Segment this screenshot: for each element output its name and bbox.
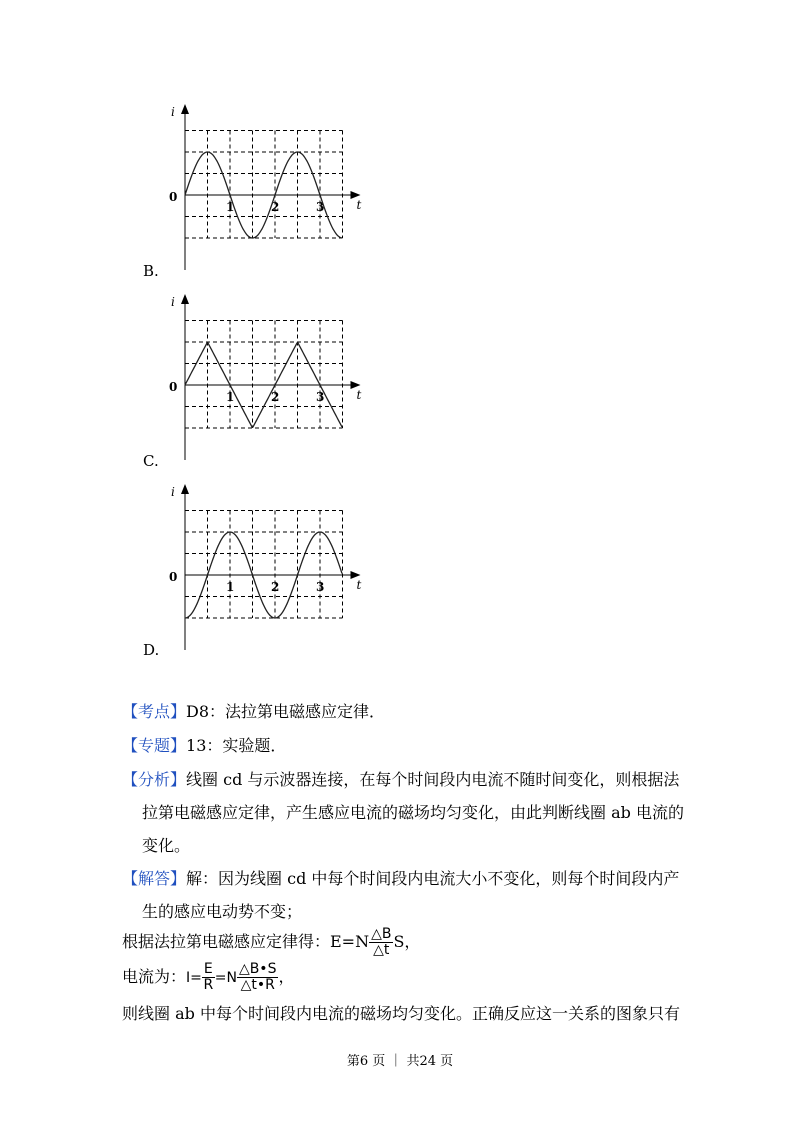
fraction-e: E <box>203 961 213 977</box>
formula-current-eq: =N <box>214 970 237 986</box>
x-axis-label: t <box>356 198 362 212</box>
tick-label-2: 2 <box>271 580 280 594</box>
fraction-den: △t <box>373 942 390 958</box>
fenxi-tag: 【分析】 <box>122 770 187 789</box>
graph-c-svg <box>150 290 380 465</box>
formula-emf <box>122 925 420 959</box>
jieda-line-2: 生的感应电动势不变； <box>142 902 303 921</box>
y-axis-label: i <box>171 485 175 499</box>
formula-current <box>122 960 294 995</box>
kaodian-text: D8：法拉第电磁感应定律． <box>186 702 386 721</box>
fenxi-line-1 <box>122 770 679 790</box>
graph-b-svg <box>150 100 380 275</box>
x-axis-label: t <box>356 388 362 402</box>
formula-emf-suffix: S， <box>393 932 421 951</box>
fraction-e-r <box>202 962 215 993</box>
tick-label-2: 2 <box>271 390 280 404</box>
fraction-num: △B <box>371 926 392 942</box>
jieda-tag: 【解答】 <box>122 869 187 888</box>
tick-label-2: 2 <box>271 200 280 214</box>
zhuanti-tag: 【专题】 <box>122 736 187 755</box>
conclusion-line: 则线圈 ab 中每个时间段内电流的磁场均匀变化。正确反应这一关系的图象只有 <box>122 1004 680 1023</box>
option-d-label: D. <box>143 641 160 659</box>
tick-label-3: 3 <box>316 390 325 404</box>
jieda-line-1 <box>122 869 679 889</box>
formula-emf-prefix: 根据法拉第电磁感应定律得：E=N <box>122 932 370 951</box>
zhuanti-text: 13：实验题． <box>186 736 287 755</box>
x-axis-label: t <box>356 578 362 592</box>
tick-label-3: 3 <box>316 200 325 214</box>
formula-current-suffix: ， <box>278 967 295 986</box>
origin-label: 0 <box>169 380 178 394</box>
origin-label: 0 <box>169 570 178 584</box>
y-axis-arrow <box>181 294 189 304</box>
graph-option-c <box>150 290 380 465</box>
fenxi-text-1: 线圈 cd 与示波器连接，在每个时间段内电流不随时间变化，则根据法 <box>186 770 680 789</box>
page-footer: 第6 页 ｜ 共24 页 <box>346 1054 454 1069</box>
fraction-dtr: △t•R <box>240 977 275 993</box>
fraction-dbs: △B•S <box>238 961 277 977</box>
tick-label-1: 1 <box>226 200 235 214</box>
graph-d-svg <box>150 480 380 655</box>
y-axis-arrow <box>181 484 189 494</box>
kaodian-tag: 【考点】 <box>122 702 187 721</box>
kaodian-line <box>122 702 385 722</box>
origin-label: 0 <box>169 190 178 204</box>
option-c-label: C. <box>143 452 159 470</box>
formula-current-prefix: 电流为： <box>122 967 187 986</box>
option-b-label: B. <box>143 262 159 280</box>
fraction-r: R <box>203 977 214 993</box>
zhuanti-line <box>122 736 286 756</box>
y-axis-label: i <box>171 105 175 119</box>
graph-option-b <box>150 100 380 275</box>
tick-label-1: 1 <box>226 580 235 594</box>
fenxi-line-2: 拉第电磁感应定律，产生感应电流的磁场均匀变化，由此判断线圈 ab 电流的 <box>142 803 684 822</box>
fenxi-line-3: 变化。 <box>142 836 191 855</box>
y-axis-label: i <box>171 295 175 309</box>
y-axis-arrow <box>181 104 189 114</box>
fraction-dbs-dtr <box>237 962 279 993</box>
fraction-db-dt <box>369 927 393 958</box>
tick-label-1: 1 <box>226 390 235 404</box>
tick-label-3: 3 <box>316 580 325 594</box>
formula-current-lhs: I= <box>186 970 202 986</box>
jieda-text-1: 解：因为线圈 cd 中每个时间段内电流大小不变化，则每个时间段内产 <box>186 869 680 888</box>
graph-option-d <box>150 480 380 655</box>
